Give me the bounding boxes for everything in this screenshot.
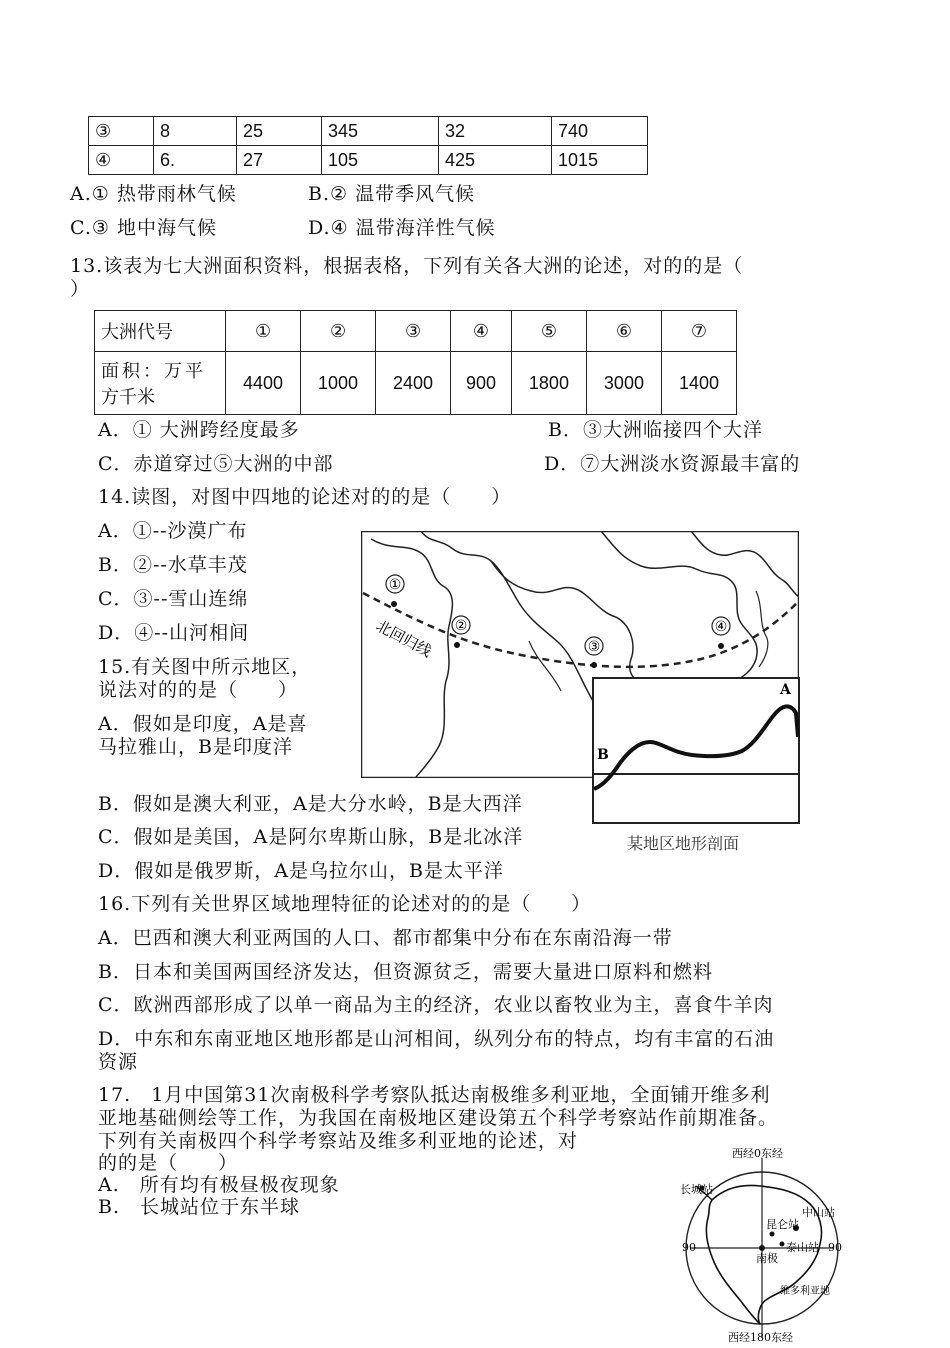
q14-option-b: B．②--水草丰茂: [98, 554, 248, 576]
table-cell: 2400: [376, 352, 451, 415]
q15-option-c: C．假如是美国，A是阿尔卑斯山脉，B是北冰洋: [98, 826, 524, 848]
q15-stem-line2: 说法对的的是（ ）: [98, 679, 299, 701]
table-row: [95, 352, 737, 415]
kunlun-station-icon: [770, 1232, 775, 1237]
area-label-line1: 面积：万平: [101, 361, 206, 382]
taishan-station-icon: [780, 1242, 785, 1247]
table-row: [89, 117, 648, 146]
table-row: [95, 311, 737, 352]
q14-option-a: A．①--沙漠广布: [98, 520, 248, 542]
area-label-cell: [95, 352, 226, 415]
marker-2-label: ②: [454, 618, 468, 634]
q16-option-b: B．日本和美国两国经济发达，但资源贫乏，需要大量进口原料和燃料: [98, 961, 713, 983]
q15-option-d: D．假如是俄罗斯，A是乌拉尔山，B是太平洋: [98, 860, 504, 882]
table-cell: 900: [451, 352, 512, 415]
q13-stem-line1: 13.该表为七大洲面积资料，根据表格，下列有关各大洲的论述，对的的是（: [70, 255, 744, 277]
table-header-cell: ⑦: [661, 311, 736, 352]
continent-area-table: [94, 310, 737, 415]
q16-option-c: C．欧洲西部形成了以单一商品为主的经济，农业以畜牧业为主，喜食牛羊肉: [98, 994, 774, 1016]
table-cell: 1000: [301, 352, 376, 415]
terrain-profile-caption: 某地区地形剖面: [627, 834, 740, 853]
table-header-cell: ⑥: [586, 311, 661, 352]
antarctica-map-figure: [670, 1148, 850, 1344]
q13-stem-line2: ）: [70, 278, 91, 300]
table-cell: ④: [89, 146, 154, 175]
q13-option-b: B．③大洲临接四个大洋: [548, 419, 763, 441]
q17-stem-line1: 17. 1月中国第31次南极科学考察队抵达南极维多利亚地，全面铺开维多利: [98, 1084, 771, 1106]
q16-option-a: A．巴西和澳大利亚两国的人口、都市都集中分布在东南沿海一带: [98, 927, 673, 949]
area-label-line2: 方千米: [101, 387, 155, 408]
q16-option-d-line1: D．中东和东南亚地区地形都是山河相间，纵列分布的特点，均有丰富的石油: [98, 1028, 775, 1050]
q15-option-b: B．假如是澳大利亚，A是大分水岭，B是大西洋: [98, 793, 523, 815]
profile-label-b: B: [597, 747, 609, 763]
q17-stem-line3: 下列有关南极四个科学考察站及维多利亚地的论述，对: [98, 1130, 579, 1152]
antarctica-map: [670, 1148, 850, 1344]
table-cell: 1800: [511, 352, 586, 415]
table-cell: 32: [439, 117, 552, 146]
climate-table: [88, 116, 648, 175]
table-cell: 105: [322, 146, 439, 175]
q13-option-c: C．赤道穿过⑤大洲的中部: [98, 453, 334, 475]
table-header-cell: ②: [301, 311, 376, 352]
q12-option-c: C.③ 地中海气候: [70, 217, 217, 239]
q14-option-c: C．③--雪山连绵: [98, 588, 249, 610]
q16-stem: 16.下列有关世界区域地理特征的论述对的的是（ ）: [98, 893, 592, 915]
q15-option-a-line1: A．假如是印度，A是喜: [98, 713, 308, 735]
table-cell: 6.: [154, 146, 237, 175]
q17-stem-line2: 亚地基础侧绘等工作，为我国在南极地区建设第五个科学考察站作前期准备。: [98, 1107, 779, 1129]
table-cell: 425: [439, 146, 552, 175]
table-header-cell: ④: [451, 311, 512, 352]
taishan-station-label: 泰山站: [786, 1241, 819, 1254]
q13-option-a: A．① 大洲跨经度最多: [98, 419, 300, 441]
meridian-right-label: 90: [828, 1241, 842, 1254]
kunlun-station-label: 昆仑站: [766, 1218, 799, 1231]
table-cell: ③: [89, 117, 154, 146]
table-cell: 740: [552, 117, 648, 146]
terrain-profile: [592, 677, 802, 825]
q13-option-d: D．⑦大洲淡水资源最丰富的: [544, 453, 801, 475]
q14-option-d: D．④--山河相间: [98, 622, 250, 644]
q17-option-b: B. 长城站位于东半球: [98, 1196, 301, 1218]
south-pole-icon: [759, 1245, 765, 1251]
table-cell: 25: [237, 117, 322, 146]
marker-3-label: ③: [587, 639, 601, 655]
table-cell: 345: [322, 117, 439, 146]
marker-4-label: ④: [714, 619, 728, 635]
q17-stem-line4: 的的是（ ）: [98, 1152, 239, 1174]
table-header-cell: 大洲代号: [95, 311, 226, 352]
q12-option-d: D.④ 温带海洋性气候: [308, 217, 496, 239]
meridian-bottom-label: 西经180东经: [728, 1331, 793, 1344]
south-pole-label: 南极: [756, 1252, 778, 1265]
q14-stem: 14.读图，对图中四地的论述对的的是（ ）: [98, 486, 512, 508]
meridian-top-label: 西经0东经: [732, 1148, 783, 1160]
table-header-cell: ①: [226, 311, 301, 352]
table-cell: 8: [154, 117, 237, 146]
tropic-of-cancer-label: 北回归线: [373, 616, 435, 661]
table-row: [89, 146, 648, 175]
terrain-profile-figure: [592, 677, 802, 825]
table-header-cell: ③: [376, 311, 451, 352]
profile-label-a: A: [780, 682, 791, 698]
q12-option-b: B.② 温带季风气候: [308, 183, 476, 205]
q17-option-a: A. 所有均有极昼极夜现象: [98, 1174, 340, 1196]
zhongshan-station-label: 中山站: [802, 1206, 835, 1219]
q15-stem-line1: 15.有关图中所示地区，: [98, 656, 312, 678]
great-wall-station-label: 长城站: [680, 1183, 713, 1196]
victoria-land-label: 维多利亚地: [780, 1286, 830, 1297]
meridian-left-label: 90: [682, 1241, 696, 1254]
marker-1-label: ①: [388, 577, 402, 593]
table-cell: 4400: [226, 352, 301, 415]
table-cell: 1015: [552, 146, 648, 175]
table-cell: 1400: [661, 352, 736, 415]
table-cell: 27: [237, 146, 322, 175]
table-header-cell: ⑤: [511, 311, 586, 352]
table-cell: 3000: [586, 352, 661, 415]
q12-option-a: A.① 热带雨林气候: [70, 183, 237, 205]
q15-option-a-line2: 马拉雅山，B是印度洋: [98, 736, 293, 758]
q16-option-d-line2: 资源: [98, 1051, 139, 1073]
